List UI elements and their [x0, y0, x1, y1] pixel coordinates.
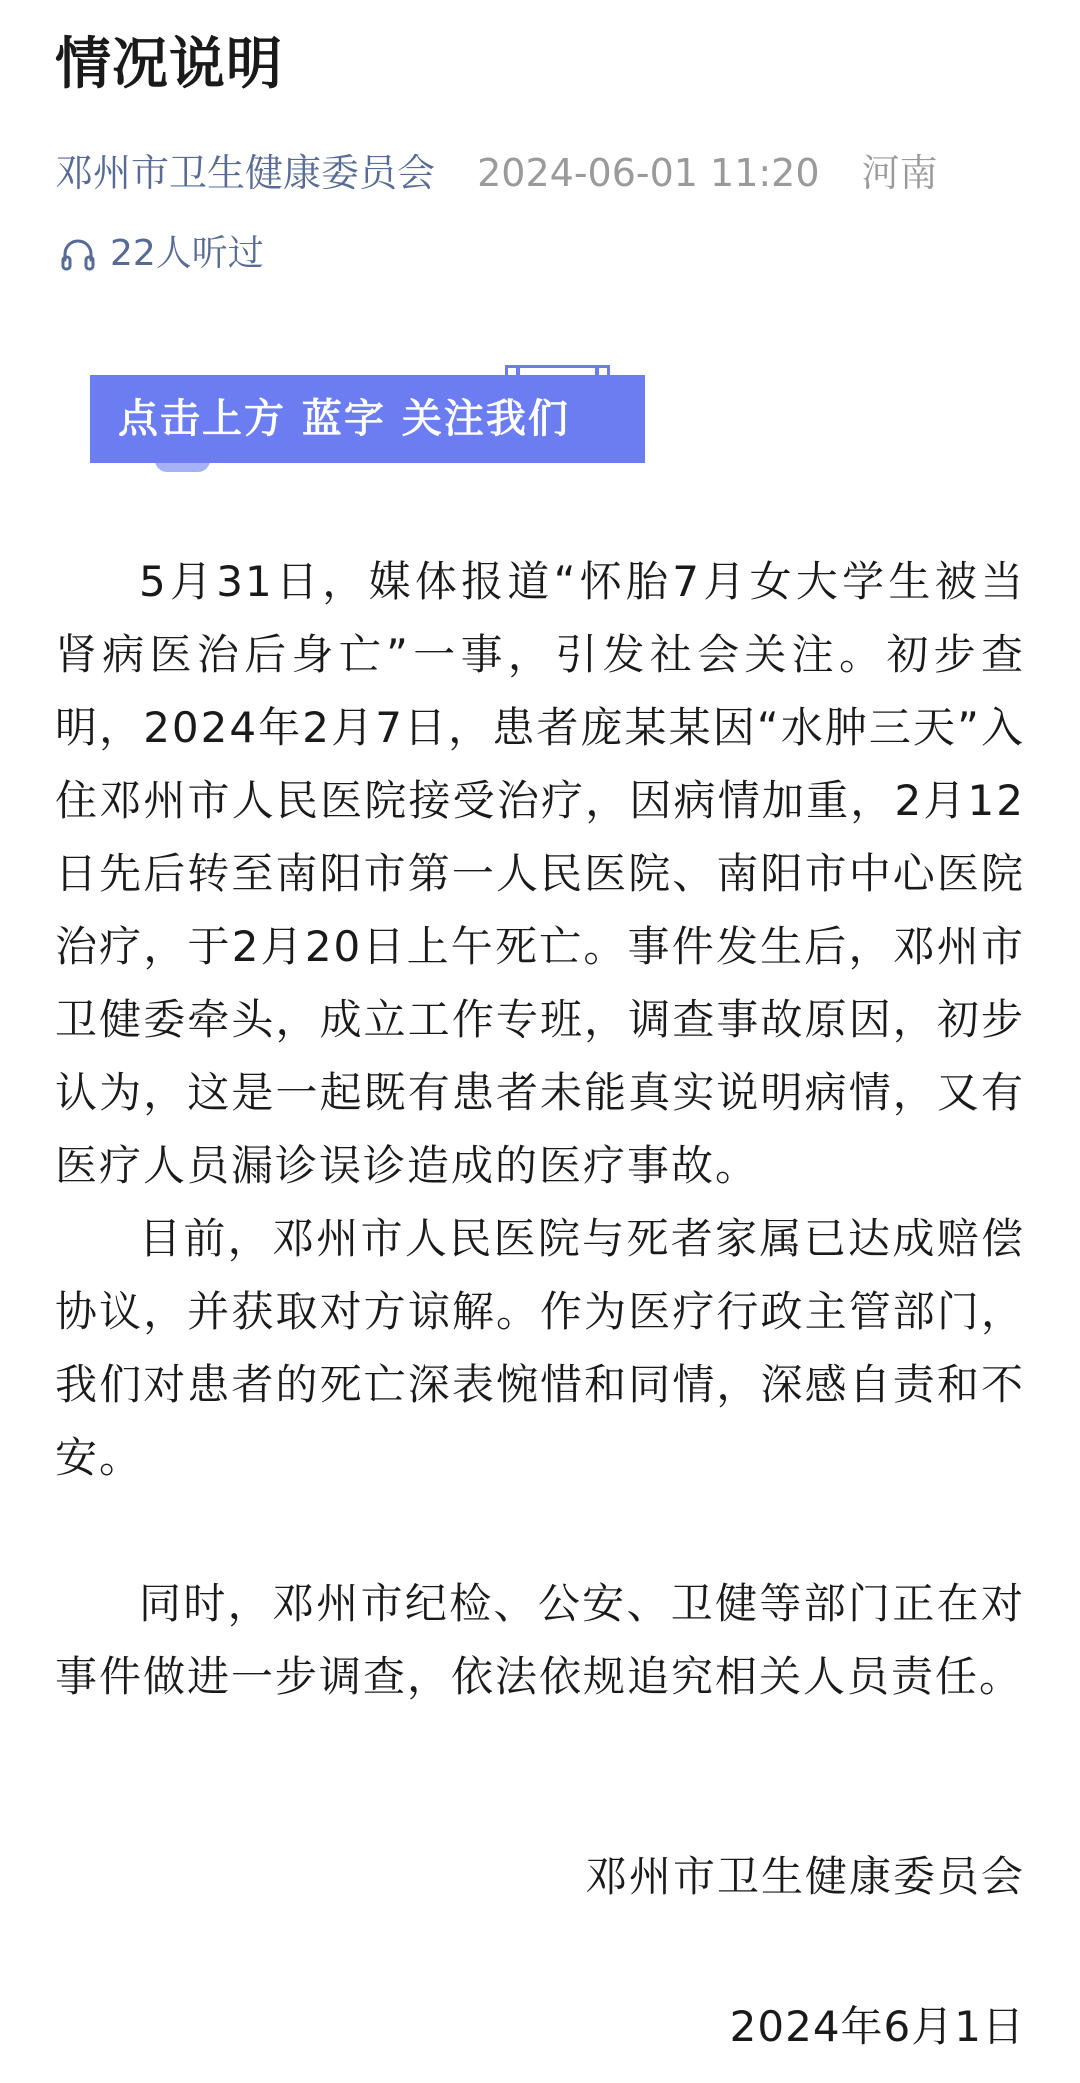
signature: 邓州市卫生健康委员会 [584, 1852, 1025, 1901]
publish-region: 河南 [861, 151, 938, 195]
signature-date: 2024年6月1日 [729, 2002, 1025, 2051]
body-paragraph-1: 5月31日，媒体报道“怀胎7月女大学生被当肾病医治后身亡”一事，引发社会关注。初步查明，2024年2月7日，患者庞某某因“水肿三天”入住邓州市人民医院接受治疗，因病情加重，2月12日先后转至南阳市第一人民医院、南阳市中心医院治疗，于2月20日上午死亡。事件发生后，邓州市卫健委牵头，成立工作专班，调查事故原因，初步认为，这是一起既有患者未能真实说明病情，又有医疗人员漏诊误诊造成的医疗事故。 [55, 557, 1025, 1190]
article-title: 情况说明 [55, 32, 283, 97]
banner-tail-decoration [155, 460, 210, 472]
paragraph-spacer [55, 1494, 1025, 1567]
article-meta [55, 145, 938, 201]
account-name-link[interactable]: 邓州市卫生健康委员会 [55, 151, 436, 195]
listen-count: 22人听过 [110, 233, 264, 274]
article-body [55, 545, 1025, 1713]
headphone-icon [58, 234, 98, 274]
listen-button[interactable] [58, 228, 264, 280]
follow-banner-text: 点击上方 蓝字 关注我们 [90, 375, 645, 463]
follow-banner[interactable] [90, 365, 650, 470]
publish-time: 2024-06-01 11:20 [477, 151, 820, 195]
body-paragraph-2: 目前，邓州市人民医院与死者家属已达成赔偿协议，并获取对方谅解。作为医疗行政主管部门，我们对患者的死亡深表惋惜和同情，深感自责和不安。 [55, 1214, 1025, 1482]
body-paragraph-3: 同时，邓州市纪检、公安、卫健等部门正在对事件做进一步调查，依法依规追究相关人员责任。 [55, 1579, 1025, 1701]
